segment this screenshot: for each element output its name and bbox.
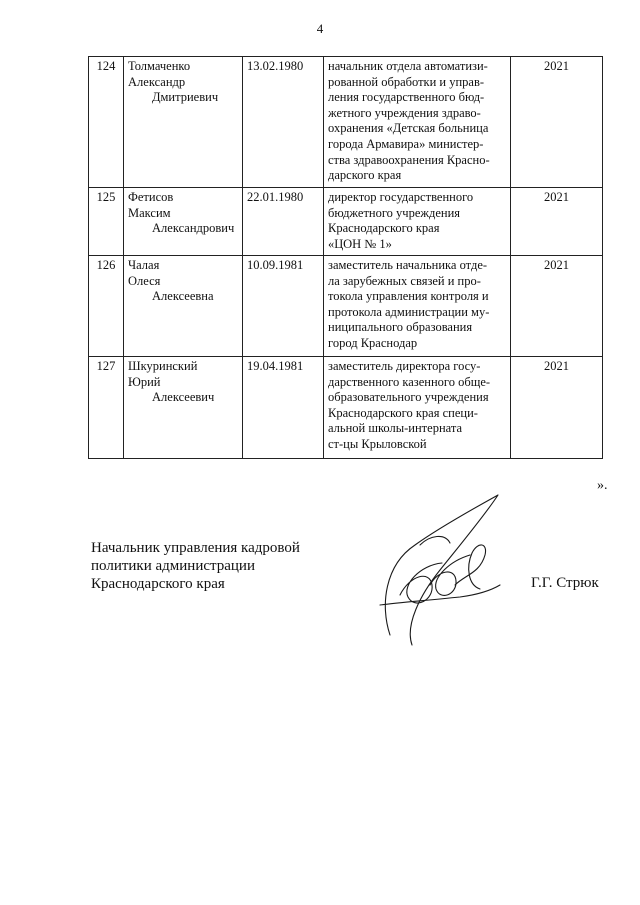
year-cell: 2021 [511, 57, 603, 188]
row-number: 124 [89, 57, 124, 188]
full-name-cell [124, 188, 243, 256]
year-cell: 2021 [511, 357, 603, 459]
position-cell: начальник отдела автоматизи- рованной обработки и управ- ления государственного бюд- жетного учреждения здраво- охранения «Детская больница города Армавира» министер- ства здравоохранения Красно- дарского края [324, 57, 511, 188]
handwritten-signature [360, 485, 510, 655]
first-name: Максим [128, 205, 171, 220]
year-cell: 2021 [511, 188, 603, 256]
table-row [89, 188, 603, 256]
table-row [89, 357, 603, 459]
first-name: Александр [128, 74, 186, 89]
full-name-cell [124, 57, 243, 188]
year-cell: 2021 [511, 256, 603, 357]
position-cell: заместитель директора госу- дарственного казенного обще- образовательного учреждения Краснодарского края специ- альной школы-интерната ст-цы Крыловской [324, 357, 511, 459]
birth-date: 13.02.1980 [243, 57, 324, 188]
position-cell: директор государственного бюджетного учреждения Краснодарского края «ЦОН № 1» [324, 188, 511, 256]
surname: Чалая [128, 258, 160, 272]
row-number: 125 [89, 188, 124, 256]
full-name-cell [124, 357, 243, 459]
patronymic: Дмитриевич [152, 90, 219, 105]
personnel-reserve-table [88, 56, 603, 459]
position-cell: заместитель начальника отде- ла зарубежных связей и про- токола управления контроля и протокола администрации му- ниципального образования город Краснодар [324, 256, 511, 357]
signatory-title: Начальник управления кадровой политики администрации Краснодарского края [91, 540, 300, 592]
patronymic: Александрович [152, 221, 235, 236]
row-number: 126 [89, 256, 124, 357]
first-name: Олеся [128, 273, 161, 288]
surname: Шкуринский [128, 359, 198, 373]
birth-date: 22.01.1980 [243, 188, 324, 256]
first-name: Юрий [128, 374, 161, 389]
patronymic: Алексеевич [152, 390, 215, 405]
table-row [89, 256, 603, 357]
surname: Фетисов [128, 190, 174, 204]
patronymic: Алексеевна [152, 289, 214, 304]
birth-date: 19.04.1981 [243, 357, 324, 459]
closing-quote-mark: ». [597, 478, 608, 493]
row-number: 127 [89, 357, 124, 459]
full-name-cell [124, 256, 243, 357]
birth-date: 10.09.1981 [243, 256, 324, 357]
signer-name: Г.Г. Стрюк [531, 575, 599, 591]
surname: Толмаченко [128, 59, 191, 73]
table-row [89, 57, 603, 188]
page-number: 4 [316, 21, 324, 36]
